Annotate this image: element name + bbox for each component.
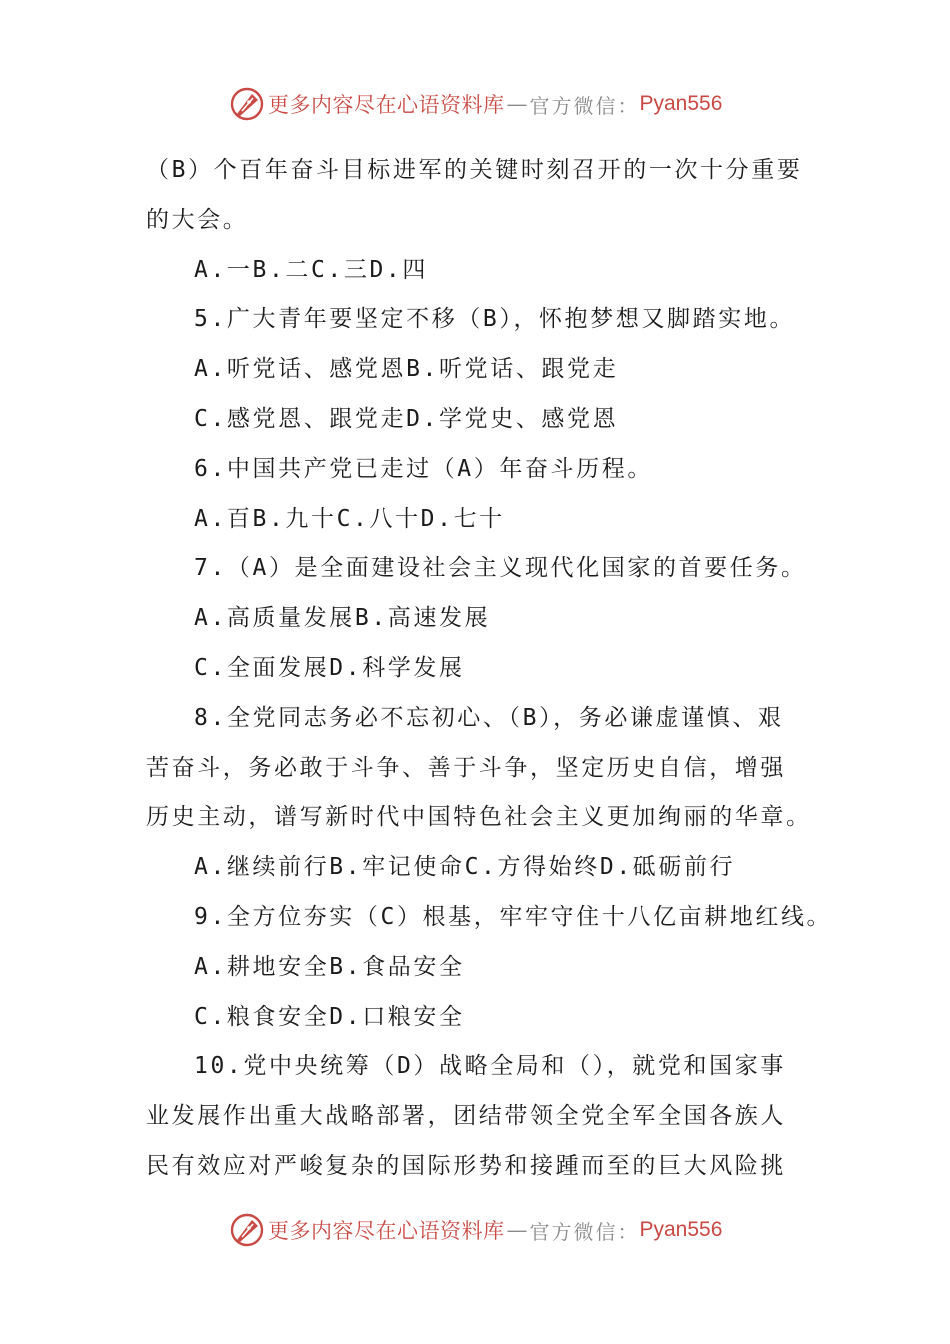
watermark-official-label: 官方微信： (529, 1219, 640, 1244)
answer-options: A.耕地安全B.食品安全 (194, 954, 465, 980)
text-line: （B）个百年奋斗目标进军的关键时刻召开的一次十分重要 (146, 157, 803, 183)
answer-options: C.粮食安全D.口粮安全 (194, 1004, 465, 1030)
watermark-separator: — (506, 92, 528, 116)
question-9: 9.全方位夯实（C）根基，牢牢守住十八亿亩耕地红线。 (194, 904, 833, 930)
answer-options: C.感党恩、跟党走D.学党史、感党恩 (194, 406, 619, 432)
answer-options: A.百B.九十C.八十D.七十 (194, 506, 505, 532)
answer-options: C.全面发展D.科学发展 (194, 655, 465, 681)
pen-nib-circle-icon (228, 1211, 266, 1249)
question-8: 8.全党同志务必不忘初心、（B），务必谦虚谨慎、艰 (194, 705, 784, 731)
question-6: 6.中国共产党已走过（A）年奋斗历程。 (194, 456, 653, 482)
text-line: 历史主动，谱写新时代中国特色社会主义更加绚丽的华章。 (146, 804, 812, 830)
footer-watermark (228, 1210, 722, 1250)
question-10: 10.党中央统筹（D）战略全局和（），就党和国家事 (194, 1053, 786, 1079)
text-line: 民有效应对严峻复杂的国际形势和接踵而至的巨大风险挑 (146, 1153, 786, 1179)
answer-options: A.一B.二C.三D.四 (194, 257, 428, 283)
text-line: 业发展作出重大战略部署，团结带领全党全军全国各族人 (146, 1103, 786, 1129)
answer-options: A.继续前行B.牢记使命C.方得始终D.砥砺前行 (194, 854, 736, 880)
watermark-wechat-id: Pyan556 (639, 1218, 723, 1241)
watermark-main-text: 更多内容尽在心语资料库 (268, 93, 505, 117)
text-line: 苦奋斗，务必敢于斗争、善于斗争，坚定历史自信，增强 (146, 755, 786, 781)
header-watermark (228, 84, 722, 124)
question-7: 7.（A）是全面建设社会主义现代化国家的首要任务。 (194, 555, 807, 581)
watermark-official-label: 官方微信： (529, 93, 640, 118)
watermark-separator: — (506, 1218, 528, 1242)
text-line: 的大会。 (146, 207, 249, 233)
answer-options: A.听党话、感党恩B.听党话、跟党走 (194, 356, 619, 382)
pen-nib-circle-icon (228, 85, 266, 123)
answer-options: A.高质量发展B.高速发展 (194, 605, 491, 631)
question-5: 5.广大青年要坚定不移（B），怀抱梦想又脚踏实地。 (194, 306, 796, 332)
watermark-main-text: 更多内容尽在心语资料库 (268, 1219, 505, 1243)
watermark-wechat-id: Pyan556 (639, 92, 723, 115)
